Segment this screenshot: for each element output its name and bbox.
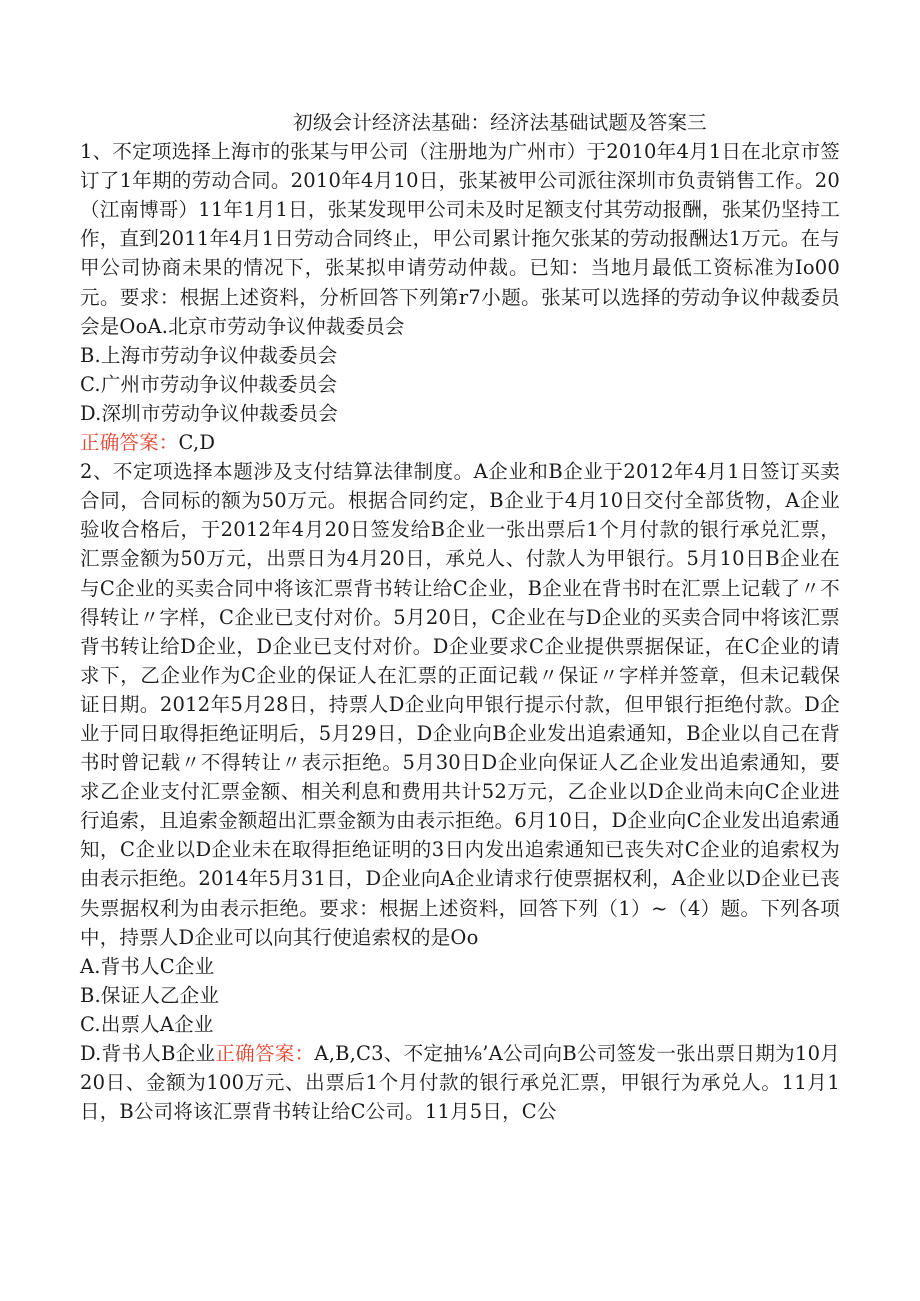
answer-label: 正确答案： (215, 1042, 315, 1065)
question-1-option-b: B.上海市劳动争议仲裁委员会 (80, 343, 338, 367)
question-1-stem: 1、不定项选择上海市的张某与甲公司（注册地为广州市）于2010年4月1日在北京市签订了1年期的劳动合同。2010年4月10日，张某被甲公司派往深圳市负责销售工作。20（江南博哥）11年1月1日，张某发现甲公司未及时足额支付其劳动报酬，张某仍坚持工作，直到2011年4月1日劳动合同终止，甲公司累计拖欠张某的劳动报酬达1万元。在与甲公司协商未果的情况下，张某拟申请劳动仲裁。已知：当地月最低工资标准为Io00元。要求：根据上述资料，分析回答下列第r7小题。张某可以选择的劳动争议仲裁委员会是OoA.北京市劳动争议仲裁委员会 (80, 140, 840, 338)
question-2-option-d-and-question-3 (80, 1039, 840, 1126)
question-1-answer (80, 428, 840, 457)
question-2-option-d: D.背书人B企业 (80, 1042, 216, 1065)
question-1-option-d: D.深圳市劳动争议仲裁委员会 (80, 401, 338, 425)
question-2-stem: 2、不定项选择本题涉及支付结算法律制度。A企业和B企业于2012年4月1日签订买卖合同，合同标的额为50万元。根据合同约定，B企业于4月10日交付全部货物，A企业验收合格后，于2012年4月20日签发给B企业一张出票后1个月付款的银行承兑汇票，汇票金额为50万元，出票日为4月20日，承兑人、付款人为甲银行。5月10日B企业在与C企业的买卖合同中将该汇票背书转让给C企业，B企业在背书时在汇票上记载了〃不得转让〃字样，C企业已支付对价。5月20日，C企业在与D企业的买卖合同中将该汇票背书转让给D企业，D企业已支付对价。D企业要求C企业提供票据保证，在C企业的请求下，乙企业作为C企业的保证人在汇票的正面记载〃保证〃字样并签章，但未记载保证日期。2012年5月28日，持票人D企业向甲银行提示付款，但甲银行拒绝付款。D企业于同日取得拒绝证明后，5月29日，D企业向B企业发出追索通知，B企业以自己在背书时曾记载〃不得转让〃表示拒绝。5月30日D企业向保证人乙企业发出追索通知，要求乙企业支付汇票金额、相关利息和费用共计52万元，乙企业以D企业尚未向C企业进行追索，且追索金额超出汇票金额为由表示拒绝。6月10日，D企业向C企业发出追索通知，C企业以D企业未在取得拒绝证明的3日内发出追索通知已丧失对C企业的追索权为由表示拒绝。2014年5月31日，D企业向A企业请求行使票据权利，A企业以D企业已丧失票据权利为由表示拒绝。要求：根据上述资料，回答下列（1）~（4）题。下列各项中，持票人D企业可以向其行使追索权的是Oo (80, 460, 840, 949)
answer-value: A,B,C (314, 1042, 372, 1065)
question-2-option-a: A.背书人C企业 (80, 954, 215, 978)
question-3-stem: 3、不定抽⅛’A公司向B公司签发一张出票日期为10月20日、金额为100万元、出票后1个月付款的银行承兑汇票，甲银行为承兑人。11月1日，B公司将该汇票背书转让给C公司。11月5日，C公 (80, 1042, 840, 1124)
question-2-option-b: B.保证人乙企业 (80, 983, 220, 1007)
answer-value: C,D (178, 431, 216, 455)
page-title: 初级会计经济法基础：经济法基础试题及答案三 (293, 111, 707, 134)
question-2-option-c: C.出票人A企业 (80, 1012, 214, 1036)
question-1-option-c: C.广州市劳动争议仲裁委员会 (80, 372, 338, 396)
document-page (80, 108, 840, 1126)
answer-label: 正确答案： (80, 431, 179, 455)
